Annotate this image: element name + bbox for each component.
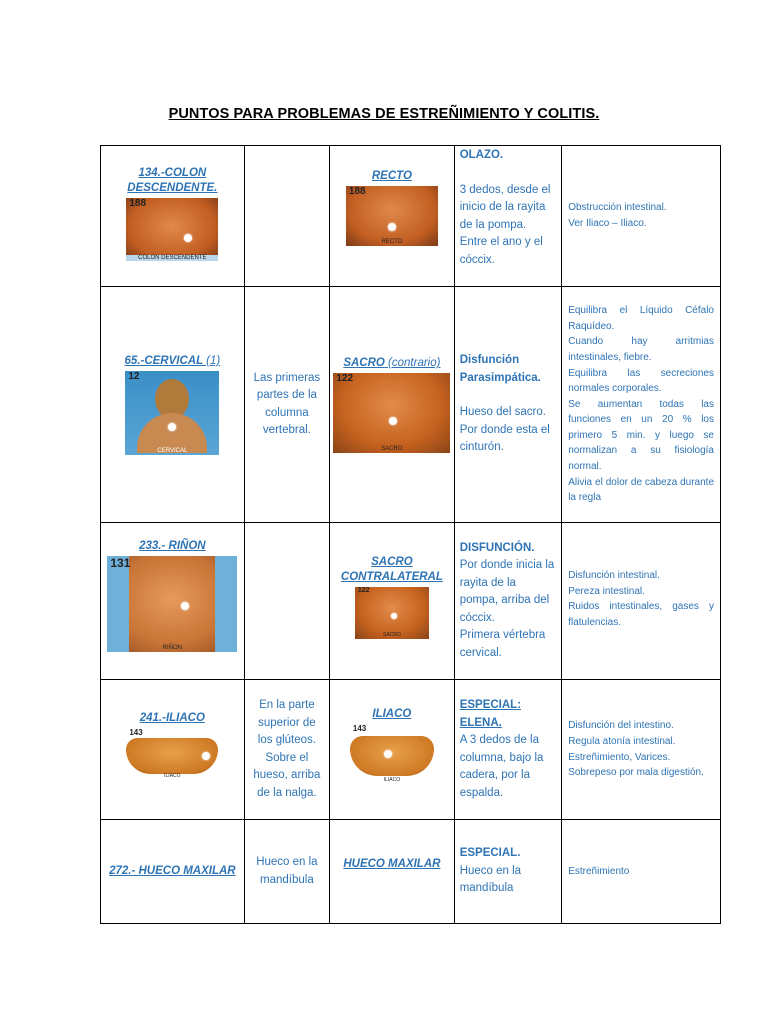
description-text: Las primeras partes de la columna vertebral. [253, 371, 321, 436]
location-heading: OLAZO. [459, 149, 504, 161]
body-photo [333, 373, 450, 453]
description-cell [244, 287, 329, 523]
location-cell [454, 287, 562, 523]
photo-number: 122 [336, 373, 354, 384]
photo-caption: ILIACO [164, 773, 181, 779]
description-text: Hueco en la mandíbula [256, 856, 318, 886]
neck-shoulders [137, 413, 207, 453]
photo-caption: SACRO [381, 446, 403, 452]
point-label[interactable] [105, 354, 240, 369]
indication-line: Pereza intestinal. [568, 585, 645, 597]
point-cell [101, 680, 245, 820]
photo-number: 188 [129, 197, 147, 209]
point-label[interactable]: 272.- HUECO MAXILAR [109, 865, 236, 877]
point-marker [388, 223, 396, 231]
location-text: Primera vértebra cervical. [459, 629, 546, 659]
indication-line: Equilibra las secreciones normales corporales. [568, 367, 714, 395]
table-row [101, 680, 721, 820]
table-row [101, 287, 721, 523]
point-marker [181, 602, 189, 610]
indications-cell [562, 287, 721, 523]
indication-line: Alivia el dolor de cabeza durante la regla [568, 476, 714, 504]
table-row [101, 820, 721, 924]
point-cell [330, 287, 455, 523]
body-photo [346, 186, 438, 246]
indication-line: Estreñimiento, Varices. [568, 751, 671, 763]
body-photo [126, 198, 218, 261]
indication-line: Se aumentan todas las funciones en un 20 % los primero 5 min. y luego se normalizan a su fisiología normal. [568, 398, 714, 473]
location-cell [454, 680, 562, 820]
photo-number: 131 [110, 555, 131, 570]
table-row [101, 523, 721, 680]
photo-number: 122 [357, 587, 370, 594]
point-cell [101, 820, 245, 924]
description-cell [244, 146, 329, 287]
body-photo [350, 724, 434, 784]
indication-line: Obstrucción intestinal. [568, 202, 667, 214]
location-text: Hueso del sacro. Por donde esta el cinturón. [459, 406, 550, 454]
photo-number: 143 [352, 724, 367, 733]
point-label[interactable]: SACRO CONTRALATERAL [340, 556, 443, 583]
photo-caption: COLON DESCENDENTE [126, 255, 218, 261]
location-cell [454, 146, 562, 287]
indication-line: Disfunción intestinal. [568, 570, 660, 581]
indications-cell [562, 523, 721, 680]
location-heading: Disfunción Parasimpática. [459, 354, 541, 384]
point-label-main: 65.-CERVICAL [124, 355, 203, 367]
location-text: Hueco en la mandíbula [459, 864, 522, 895]
body-photo [125, 371, 219, 455]
description-cell [244, 680, 329, 820]
point-cell [101, 146, 245, 287]
indication-line: Cuando hay arritmias intestinales, fiebre. [568, 336, 714, 363]
location-text: A 3 dedos de la columna, bajo la cadera, por la espalda. [459, 734, 544, 799]
indication-line: Sobrepeso por mala digestión. [568, 767, 704, 779]
description-cell [244, 523, 329, 680]
indication-line: Equilibra el Líquido Céfalo Raquídeo. [568, 305, 714, 332]
point-label[interactable]: 233.- RIÑON [139, 539, 206, 552]
background-sky [215, 556, 237, 652]
location-text: 3 dedos, desde el inicio de la rayita de la pompa. [459, 183, 551, 231]
point-cell [101, 523, 245, 680]
page-title: PUNTOS PARA PROBLEMAS DE ESTREÑIMIENTO Y COLITIS. [168, 106, 600, 122]
photo-caption: RECTO [381, 238, 403, 245]
location-text: Por donde inicia la rayita de la pompa, arriba del cóccix. [459, 559, 555, 624]
photo-caption: RIÑON [162, 644, 183, 651]
table-row [101, 146, 721, 287]
point-cell [330, 820, 455, 924]
photo-number: 143 [129, 728, 143, 737]
indication-line: Regula atonía intestinal. [568, 735, 676, 747]
indications-cell [562, 820, 721, 924]
point-marker [184, 234, 192, 242]
location-heading: DISFUNCIÓN. [459, 541, 535, 554]
location-heading: ESPECIAL: ELENA. [459, 699, 522, 729]
point-cell [330, 146, 455, 287]
body-photo [107, 556, 237, 652]
point-marker [389, 417, 397, 425]
hip-shape [350, 736, 434, 776]
indications-cell [562, 146, 721, 287]
point-label[interactable]: ILIACO [372, 708, 412, 720]
point-label[interactable]: RECTO [371, 169, 412, 182]
point-cell [101, 287, 245, 523]
indication-line: Ver Iliaco – Iliaco. [568, 218, 647, 229]
photo-caption: CERVICAL [157, 448, 188, 454]
point-label[interactable]: HUECO MAXILAR [343, 858, 441, 870]
description-text: En la parte superior de los glúteos. Sobre el hueso, arriba de la nalga. [253, 699, 321, 799]
indication-line: Estreñimiento [568, 865, 630, 877]
point-label[interactable]: 241.-ILIACO [139, 712, 205, 724]
point-label-suffix: (1) [206, 355, 221, 367]
point-label[interactable]: 134.-COLON DESCENDENTE. [127, 166, 218, 194]
background-sky [107, 556, 129, 652]
indication-line: Ruidos intestinales, gases y flatulencias. [568, 601, 714, 628]
point-cell [330, 680, 455, 820]
location-heading: ESPECIAL. [459, 847, 521, 860]
description-cell [244, 820, 329, 924]
point-label[interactable] [334, 356, 450, 371]
photo-caption: SACRO [383, 632, 401, 638]
point-label-suffix: (contrario) [388, 357, 441, 369]
point-label-main: SACRO [343, 357, 385, 369]
photo-caption: ILIACO [383, 777, 401, 783]
point-marker [384, 750, 392, 758]
photo-number: 12 [128, 371, 140, 382]
indication-line: Disfunción del intestino. [568, 720, 674, 732]
body-photo [126, 728, 218, 780]
points-table [100, 145, 721, 924]
location-cell [454, 523, 562, 680]
location-cell [454, 820, 562, 924]
photo-number: 188 [348, 185, 366, 197]
point-marker [391, 613, 397, 619]
location-text: Entre el ano y el cóccix. [459, 236, 543, 266]
point-cell [330, 523, 455, 680]
body-photo [355, 587, 429, 639]
indications-cell [562, 680, 721, 820]
